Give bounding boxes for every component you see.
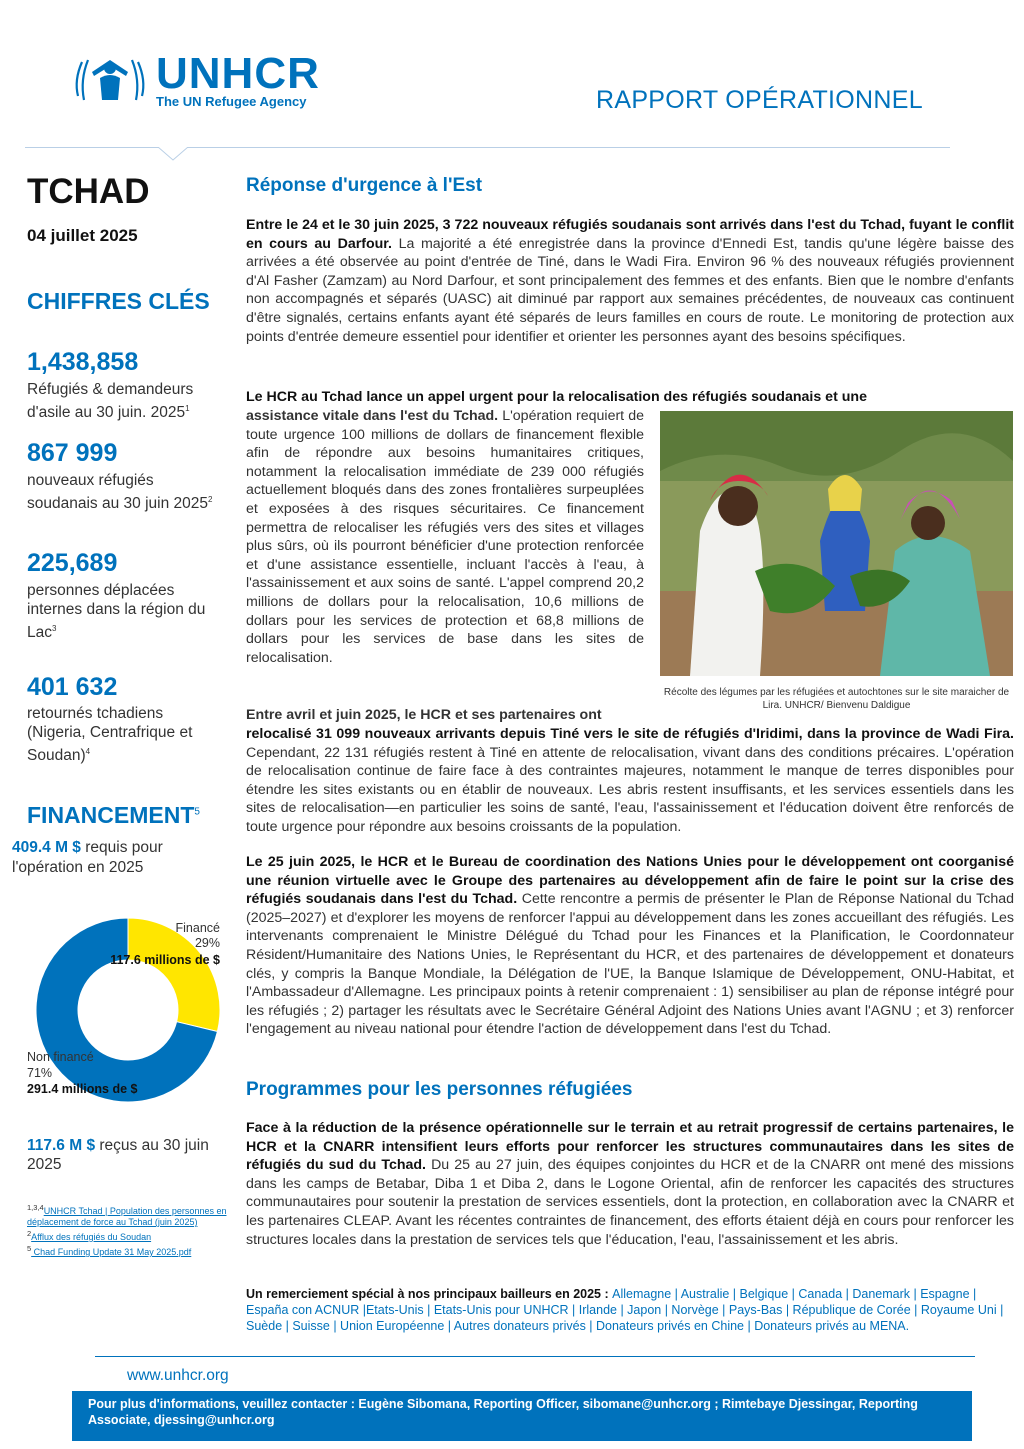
chart-label-unfunded: Non financé [27, 1050, 94, 1064]
funding-required: 409.4 M $ requis pour l'opération en 2025 [12, 839, 163, 876]
paragraph-appeal: assistance vitale dans l'est du Tchad. L'opération requiert de toute urgence 100 millions de dollars de financement flexible afin de répondre aux besoins humanitaires critiques, notamment la relocalisation immédiate de 239 000 réfugiés actuellement bloqués dans des zones frontalières surpeuplées et exposées à des risques sécuritaires. Ce financement permettra de relocaliser les réfugiés vers des sites et villages plus sûrs, où ils pourront bénéficier d'une protection renforcée et d'une assistance essentielle, incluant l'accès à l'eau, à l'assainissement et aux soins de santé. L'appel comprend 20,2 millions de dollars pour la relocalisation, 10,6 millions de dollars pour les services de protection et 68,8 millions de dollars pour les services de base dans les sites de relocalisation. [246, 408, 644, 666]
paragraph-relocation-lead: Entre avril et juin 2025, le HCR et ses partenaires ont [246, 707, 602, 723]
funding-received: 117.6 M $ reçus au 30 juin 2025 [27, 1137, 209, 1173]
chart-label-unfunded-amount: 291.4 millions de $ [27, 1082, 138, 1096]
key-figures-title: CHIFFRES CLÉS [27, 288, 210, 314]
chart-label-funded-amount: 117.6 millions de $ [110, 953, 220, 967]
unhcr-logo-icon [70, 50, 150, 110]
key-figure-value: 867 999 [27, 439, 118, 467]
paragraph-relocation: relocalisé 31 099 nouveaux arrivants depuis Tiné vers le site de réfugiés d'Iridimi, dans la province de Wadi Fira. Cependant, 22 131 réfugiés restent à Tiné en attente de relocalisation, vivant dans des conditions précaires. L'opération de relocalisation continue de faire face à des contraintes majeures, notamment le manque de terres disponibles pour étendre les sites existants ou en établir de nouveaux. Les abris restent insuffisants, et les services essentiels dans les sites de relocalisation—en particulier les soins de santé, l'eau, l'assainissement et l'éducation doivent être renforcés de toute urgence pour répondre aux besoins croissants de la population. [246, 726, 1014, 835]
paragraph-programmes: Face à la réduction de la présence opérationnelle sur le terrain et au retrait progressif de certains partenaires, le HCR et la CNARR intensifient leurs efforts pour renforcer les structures communautaires dans les sites de réfugiés du sud du Tchad. Du 25 au 27 juin, des équipes conjointes du HCR et de la CNARR ont mené des missions dans les camps de Betabar, Diba 1 et Diba 2, dans le Logone Oriental, afin de renforcer les capacités des structures communautaires pour soutenir la prestation de services essentiels, dont la protection, en collaboration avec la CNARR et les partenaires CLEAP. Avant les récentes contraintes de financement, des efforts étaient déjà en cours pour renforcer les structures locales dans la prestation de services tels que l'éducation, l'eau, l'assainissement et les abris. [246, 1120, 1014, 1248]
chart-label-funded: Financé [175, 921, 220, 935]
section-title-programmes: Programmes pour les personnes réfugiées [246, 1079, 633, 1100]
key-figure-desc: personnes déplacées internes dans la région du Lac$^3$ [27, 582, 206, 642]
footnote-link[interactable]: Afflux des réfugiés du Soudan [31, 1232, 152, 1242]
paragraph-coordination: Le 25 juin 2025, le HCR et le Bureau de coordination des Nations Unies pour le développement ont coorganisé une réunion virtuelle avec le Groupe des partenaires au développement afin de faire le point sur la crise des réfugiés soudanais dans l'est du Tchad. Cette rencontre a permis de présenter le Plan de Réponse National du Tchad (2025–2027) et d'explorer les moyens de renforcer l'appui au développement dans les zones accueillant des réfugiés. Les intervenants comprenaient le Ministre Délégué du Tchad pour les Finances et la Planification, le Coordonnateur Résident/Humanitaire des Nations Unies, le Représentant du HCR, et des partenaires de développement et donateurs clés, y compris la Banque Mondiale, la Délégation de l'UE, la Banque Islamique de Développement, ONU-Habitat, et l'Ambassadeur d'Allemagne. Les principaux points à retenir comprenaient : 1) sensibiliser au plan de réponse intégré pour les réfugiés ; 2) partager les résultats avec le Secrétaire Général Adjoint des Nations Unies avant l'AGNU ; et 3) renforcer l'engagement au niveau national pour étendre l'action de développement dans l'est du Tchad. [246, 854, 1014, 1038]
paragraph-emergency: Entre le 24 et le 30 juin 2025, 3 722 nouveaux réfugiés soudanais sont arrivés dans l'est du Tchad, fuyant le conflit en cours au Darfour. La majorité a été enregistrée dans la province d'Ennedi Est, tandis qu'une légère baisse des arrivées a été observée au point d'entrée de Tiné, dans le Wadi Fira. Environ 96 % des nouveaux réfugiés proviennent d'Al Fasher (Zamzam) au Nord Darfour, et sont principalement des femmes et des enfants. Bien que le nombre d'enfants non accompagnés et séparés (UASC) ait diminué par rapport aux semaines précédentes, de nouveaux cas continuent d'être signalés, certains enfants ayant été séparés de leurs familles en cours de route. Le monitoring de protection aux points d'entrée demeure essentiel pour identifier et orienter les personnes ayant des besoins spécifiques. [246, 217, 1015, 345]
key-figure-value: 225,689 [27, 549, 118, 577]
country-title: TCHAD [27, 172, 150, 211]
footer-divider [95, 1356, 975, 1357]
section-title-emergency: Réponse d'urgence à l'Est [246, 175, 483, 196]
donors-links[interactable]: Allemagne | Australie | Belgique | Canada | Danemark | Espagne | España con ACNUR |Etats-Unis | Etats-Unis pour UNHCR | Irlande | Japon | Norvège | Pays-Bas | République de Corée | Royaume Uni | Suède | Suisse | Union Européenne | Autres donateurs privés | Donateurs privés en Chine | Donateurs privés au MENA. [246, 1287, 1004, 1333]
key-figure-desc: retournés tchadiens (Nigeria, Centrafrique et Soudan)$^4$ [27, 705, 193, 765]
key-figure-value: 401 632 [27, 673, 118, 701]
key-figure-desc: Réfugiés & demandeurs d'asile au 30 juin. 2025$^1$ [27, 381, 194, 422]
chart-label-unfunded-pct: 71% [27, 1066, 53, 1080]
logo-wordmark: UNHCR [156, 49, 320, 98]
photo-caption: Récolte des légumes par les réfugiées et autochtones sur le site maraicher de Lira. UNHCR/ Bienvenu Daldigue [663, 687, 1010, 711]
footnote: $^2$Afflux des réfugiés du Soudan [27, 1229, 152, 1242]
footnote: $^5$ Chad Funding Update 31 May 2025.pdf [27, 1244, 192, 1257]
footnote-link[interactable]: Chad Funding Update 31 May 2025.pdf [31, 1247, 192, 1257]
key-figure-value: 1,438,858 [27, 348, 139, 376]
chart-label-funded-pct: 29% [194, 936, 220, 950]
funding-title: FINANCEMENT$^5$ [27, 802, 200, 828]
photo-vegetable-harvest [660, 411, 1013, 676]
key-figure-desc: nouveaux réfugiés soudanais au 30 juin 2025$^2$ [27, 472, 213, 513]
contact-info: Pour plus d'informations, veuillez contacter : Eugène Sibomana, Reporting Officer, sibomane@unhcr.org ; Rimtebaye Djessingar, Reporting Associate, djessing@unhcr.org [88, 1397, 918, 1427]
donors-list: Un remerciement spécial à nos principaux bailleurs en 2025 : Allemagne | Australie | Belgique | Canada | Danemark | Espagne | España con ACNUR |Etats-Unis | Etats-Unis pour UNHCR | Irlande | Japon | Norvège | Pays-Bas | République de Corée | Royaume Uni | Suède | Suisse | Union Européenne | Autres donateurs privés | Donateurs privés en Chine | Donateurs privés au MENA. [246, 1287, 1004, 1333]
report-title: RAPPORT OPÉRATIONNEL [596, 86, 923, 114]
paragraph-appeal-lead: Le HCR au Tchad lance un appel urgent pour la relocalisation des réfugiés soudanais et une [246, 389, 867, 405]
footnote-link[interactable]: UNHCR Tchad | Population des personnes en déplacement de force au Tchad (juin 2025) [27, 1206, 227, 1227]
chevron-down-icon [158, 147, 188, 161]
website-link[interactable]: www.unhcr.org [127, 1367, 229, 1384]
report-date: 04 juillet 2025 [27, 226, 138, 245]
footnote: $^{1,3,4}$UNHCR Tchad | Population des personnes en déplacement de force au Tchad (juin 2025) [27, 1203, 227, 1227]
logo-tagline: The UN Refugee Agency [156, 94, 307, 109]
footnotes [27, 1202, 227, 1258]
